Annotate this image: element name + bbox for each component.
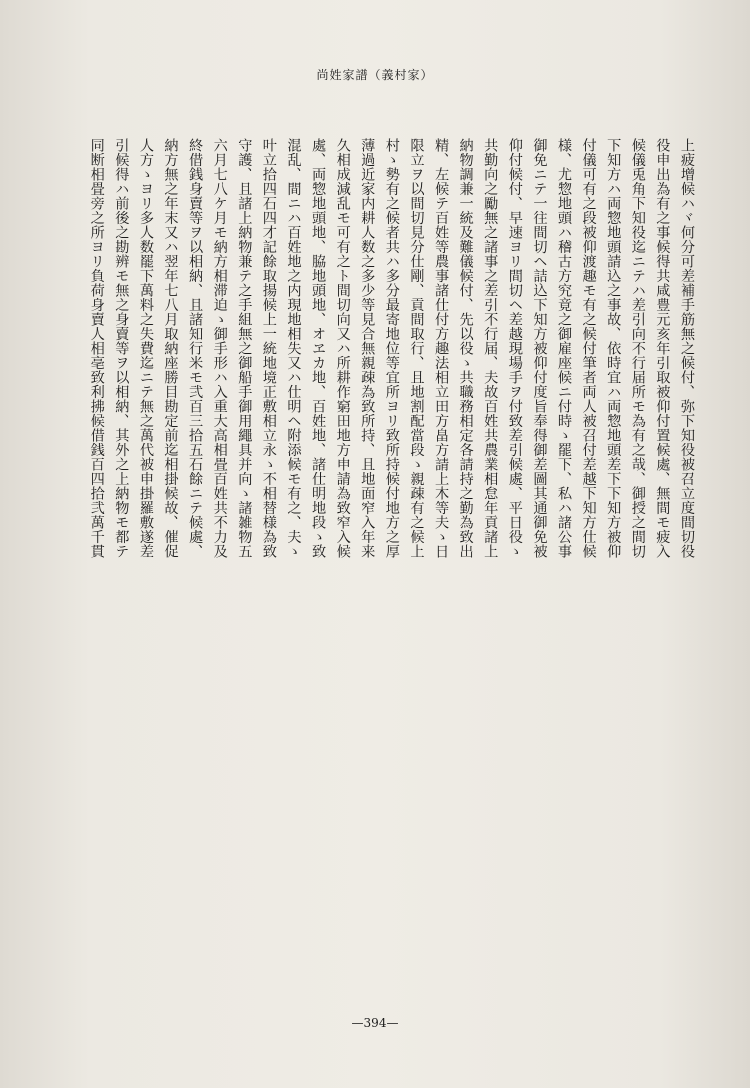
text-column: 終借銭身賣等ヲ以相納、且諸知行米モ弐百三拾五石餘ニテ候處、 <box>187 138 204 559</box>
text-column: 久相成減乱モ可有之ト間切向又ハ所耕作窮田地方申請為致窄入候 <box>334 138 351 559</box>
text-column: 付儀可有之段被仰渡趣モ有之候付筆者両人被召付差越下知方仕候 <box>580 138 597 559</box>
text-column: 精、左候テ百姓等農事諸仕付方趣法相立田方畠方請上木等夫ゝ日 <box>433 138 450 559</box>
text-column: 同断相畳旁之所ヨリ負荷身賣人相亳致利拂候借銭百四拾弐萬千貫 <box>88 138 105 559</box>
page-header: 尚姓家譜（義村家） <box>316 68 434 82</box>
text-column: 處、両惣地頭地、脇地頭地、オヱカ地、百姓地、諸仕明地段ゝ致 <box>310 138 327 559</box>
text-column: 限立ヲ以間切見分仕剛、貢間取行、且地割配當段ゝ親疎有之候上 <box>408 138 425 559</box>
text-column: 共勤向之勵無之諸事之差引不行届、夫故百姓共農業相怠年貢諸上 <box>482 138 499 559</box>
text-column: 下知方ハ両惣地頭請込之事故、依時宜ハ両惣地頭差下下知方被仰 <box>605 138 622 559</box>
text-column: 引候得ハ前後之勘辨モ無之身賣等ヲ以相納、其外之上納物モ都テ <box>113 138 130 559</box>
text-column: 御免ニテ一往間切ヘ詰込下知方被仰付度旨奉得御差圖其通御免被 <box>531 138 548 559</box>
text-column: 様、尤惣地頭ハ稽古方究竟之御雇座候ニ付時ゝ罷下、私ハ諸公事 <box>556 138 573 559</box>
text-column: 納方無之年末又ハ翌年七八月取納座勝目勘定前迄相掛候故、催促 <box>162 138 179 559</box>
text-column: 役申出為有之事候得共咸豊元亥年引取被仰付置候處、無間モ疲入 <box>654 138 671 559</box>
text-column: 上疲增候ハヾ何分可差補手筋無之候付、弥下知役被召立度間切役 <box>679 138 695 559</box>
page-number: —394— <box>351 1016 399 1030</box>
text-column: 六月七八ケ月モ納方相滞迫ゝ御手形ハ入重大高相畳百姓共不力及 <box>211 138 228 559</box>
text-column: 候儀兎角下知役迄ニテハ差引向不行届所モ為有之哉、御授之間切 <box>629 138 646 559</box>
text-column: 村ゝ勢有之候者共ハ多分最寄地位等宜所ヨリ致所持候付地方之厚 <box>383 138 400 559</box>
text-column: 納物調兼一統及難儀候付、先以役ゝ共職務相定各請持之勤為致出 <box>457 138 474 559</box>
text-column: 混乱、間ニハ百姓地之内現地相失又ハ仕明ヘ附添候モ有之、夫ゝ <box>285 138 302 559</box>
text-column: 薄過近家内耕人数之多少等見合無親疎為致所持、且地面窄入年来 <box>359 138 376 559</box>
text-column: 守護、且諸上納物兼テ之手組無之御船手御用繩具并向ゝ諸雑物五 <box>236 138 253 559</box>
left-text-block <box>60 138 356 1008</box>
text-column: 人方ゝヨリ多人数罷下萬料之失費迄ニテ無之萬代被申掛羅敷遂差 <box>137 138 154 559</box>
text-column: 仰付候付、早速ヨリ間切ヘ差越現場手ヲ付致差引候處、平日役ゝ <box>506 138 523 559</box>
text-column: 叶立拾四石四才記餘取揚候上一統地境正敷相立永ゝ不相替様為致 <box>260 138 277 559</box>
